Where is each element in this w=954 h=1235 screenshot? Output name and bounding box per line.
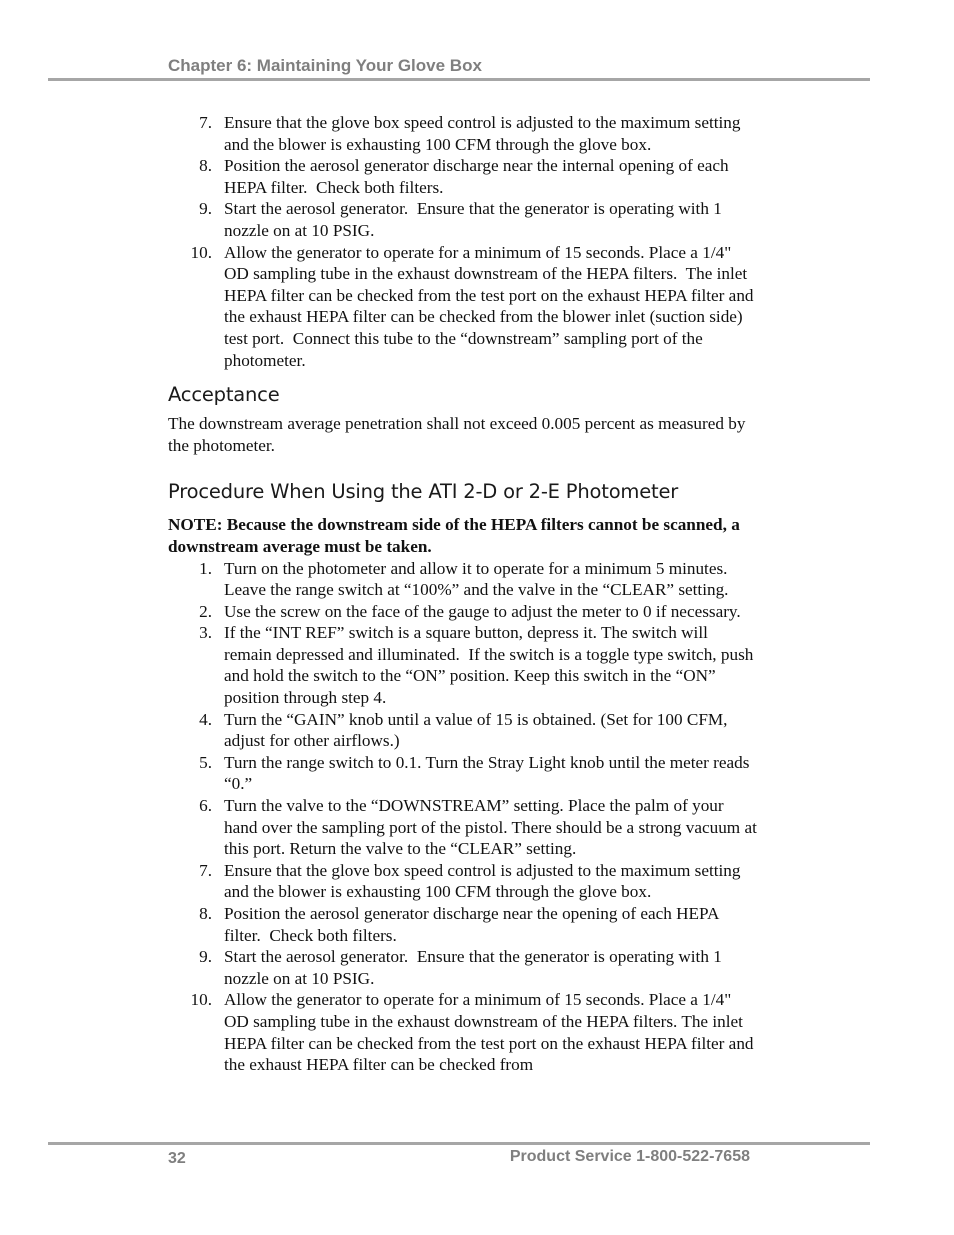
step-text: Position the aerosol generator discharge near the opening of each HEPA filter. Check both filters. [224,904,719,945]
list-item [168,903,758,946]
step-text: Ensure that the glove box speed control is adjusted to the maximum setting and the blower is exhausting 100 CFM through the glove box. [224,113,741,154]
step-text: Start the aerosol generator. Ensure that the generator is operating with 1 nozzle on at 10 PSIG. [224,199,722,240]
step-text: Ensure that the glove box speed control is adjusted to the maximum setting and the blower is exhausting 100 CFM through the glove box. [224,860,741,902]
step-number: 1. [199,558,212,578]
step-text: Position the aerosol generator discharge near the internal opening of each HEPA filter. Check both filters. [224,156,729,197]
list-item [168,155,758,198]
list-item [168,622,758,708]
step-number: 2. [199,601,212,621]
step-text: Allow the generator to operate for a minimum of 15 seconds. Place a 1/4" OD sampling tube in the exhaust downstream of the HEPA filters. The inlet HEPA filter can be checked from the test port on the exhaust HEPA filter and the exhaust HEPA filter can be checked from [224,990,754,1075]
product-service-phone: Product Service 1-800-522-7658 [509,1148,750,1165]
steps-list-continued [168,112,758,371]
step-number: 10. [190,242,212,262]
page-number: 32 [168,1150,186,1167]
step-text: Allow the generator to operate for a minimum of 15 seconds. Place a 1/4" OD sampling tube in the exhaust downstream of the HEPA filters. The inlet HEPA filter can be checked from the test port on the exhaust HEPA filter and the exhaust HEPA filter can be checked from the blower inlet (suction side) test port. Connect this tube to the “downstream” sampling port of the photometer. [224,242,754,370]
step-text: If the “INT REF” switch is a square button, depress it. The switch will remain depressed and illuminated. If the switch is a toggle type switch, push and hold the switch to the “ON” position. Keep this switch in the “ON” position through step 4. [224,623,754,708]
step-text: Start the aerosol generator. Ensure that the generator is operating with 1 nozzle on at 10 PSIG. [224,947,722,988]
procedure-heading: Procedure When Using the ATI 2-D or 2-E Photometer [168,480,679,504]
list-item [168,558,758,601]
step-number: 10. [190,990,212,1010]
step-text: Turn on the photometer and allow it to operate for a minimum 5 minutes. Leave the range switch at “100%” and the valve in the “CLEAR” setting. [224,558,729,600]
step-text: Use the screw on the face of the gauge to adjust the meter to 0 if necessary. [224,601,741,621]
acceptance-text: The downstream average penetration shall not exceed 0.005 percent as measured by the photometer. [168,414,746,455]
step-number: 8. [199,904,212,923]
list-item [168,601,758,623]
acceptance-heading: Acceptance [168,383,280,407]
step-number: 9. [199,199,212,219]
step-text: Turn the valve to the “DOWNSTREAM” setting. Place the palm of your hand over the sampling port of the pistol. There should be a strong vacuum at this port. Return the valve to the “CLEAR” setting. [224,796,757,859]
procedure-steps-list [168,558,758,1076]
step-number: 7. [199,113,212,132]
step-number: 6. [199,796,212,816]
header-rule [48,78,870,81]
step-number: 7. [199,860,212,880]
list-item [168,860,758,903]
procedure-note: NOTE: Because the downstream side of the HEPA filters cannot be scanned, a downstream average must be taken. [168,515,740,556]
page-content [168,112,758,1076]
step-text: Turn the range switch to 0.1. Turn the Stray Light knob until the meter reads “0.” [224,752,750,794]
step-number: 4. [199,709,212,729]
list-item [168,242,758,372]
list-item [168,752,758,795]
list-item [168,709,758,752]
step-number: 3. [199,623,212,643]
list-item [168,198,758,241]
list-item [168,946,758,989]
step-number: 9. [199,947,212,967]
chapter-header: Chapter 6: Maintaining Your Glove Box [168,56,482,75]
list-item [168,112,758,155]
step-text: Turn the “GAIN” knob until a value of 15 is obtained. (Set for 100 CFM, adjust for other airflows.) [224,709,728,751]
step-number: 5. [199,752,212,772]
list-item [168,989,758,1075]
list-item [168,795,758,860]
footer-rule [48,1142,870,1145]
step-number: 8. [199,156,212,176]
